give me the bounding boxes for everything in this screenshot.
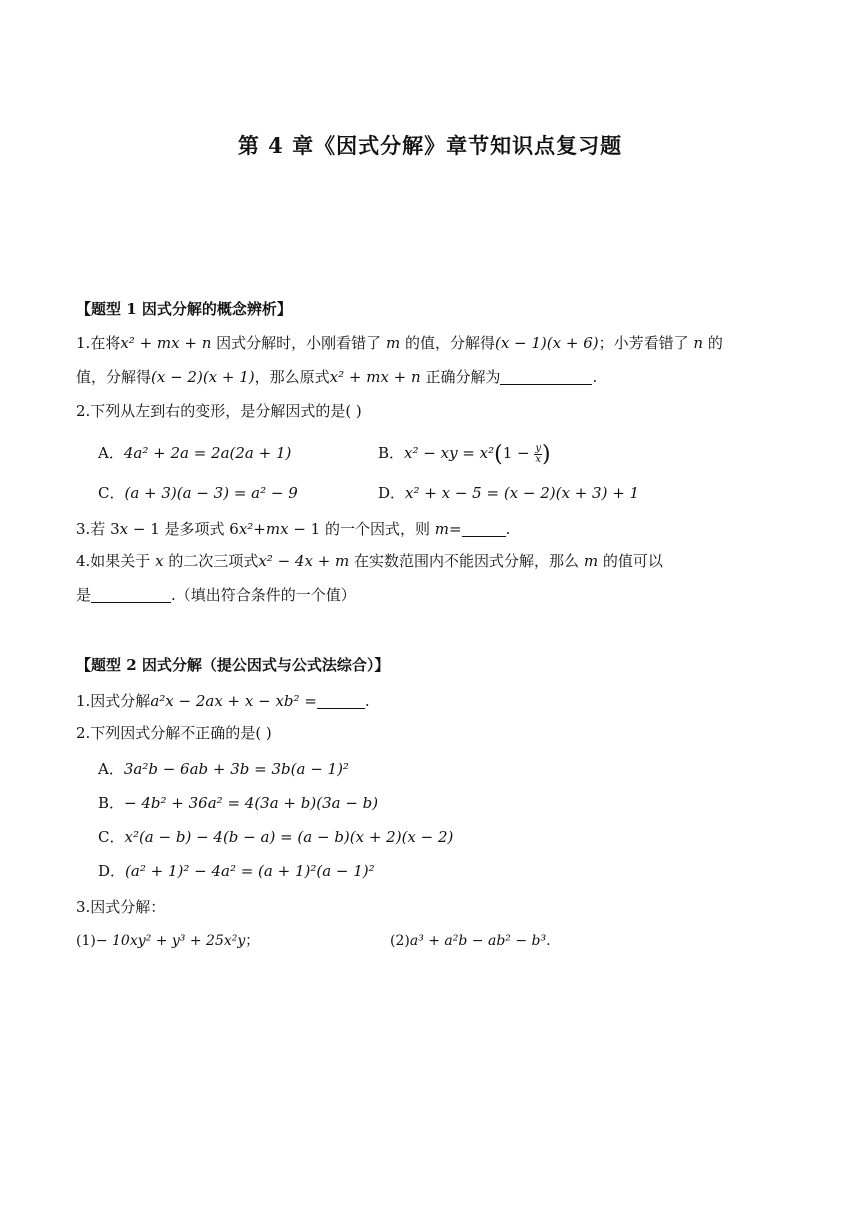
s1-q2-option-c: C．(a + 3)(a − 3) = a² − 9 bbox=[98, 484, 298, 502]
s1-q1-line2: 值，分解得(x − 2)(x + 1)，那么原式x² + mx + n 正确分解为 . bbox=[76, 368, 598, 386]
s1-q2-stem: 2.下列从左到右的变形，是分解因式的是( ) bbox=[76, 402, 362, 420]
s2-q2-option-d: D．(a² + 1)² − 4a² = (a + 1)²(a − 1)² bbox=[98, 862, 375, 880]
fraction: $\frac{y}{x}$ bbox=[535, 442, 542, 465]
s2-q1: 1.因式分解a²x − 2ax + x − xb² = . bbox=[76, 692, 370, 710]
s1-q2-option-d: D．x² + x − 5 = (x − 2)(x + 3) + 1 bbox=[378, 484, 640, 502]
answer-blank[interactable] bbox=[317, 692, 365, 709]
math-expr: (x − 1)(x + 6) bbox=[494, 334, 599, 352]
section-2-heading: 【题型 2 因式分解（提公因式与公式法综合）】 bbox=[76, 656, 390, 674]
math-expr: (x − 2)(x + 1) bbox=[151, 368, 255, 386]
s2-q2-option-a: A．3a²b − 6ab + 3b = 3b(a − 1)² bbox=[98, 760, 349, 778]
s1-q3: 3.若 3x − 1 是多项式 6x²+mx − 1 的一个因式，则 m= . bbox=[76, 520, 511, 538]
s1-q2-option-b: B．x² − xy = x²(1 − $\frac{y}{x}$ ) bbox=[378, 442, 551, 467]
page-title: 第 4 章《因式分解》章节知识点复习题 bbox=[237, 133, 623, 158]
s1-q4-line1: 4.如果关于 x 的二次三项式x² − 4x + m 在实数范围内不能因式分解，那么 m 的值可以 bbox=[76, 552, 663, 570]
s1-q2-option-a: A．4a² + 2a = 2a(2a + 1) bbox=[98, 444, 292, 462]
s2-q2-stem: 2.下列因式分解不正确的是( ) bbox=[76, 724, 272, 742]
answer-blank[interactable] bbox=[500, 368, 592, 385]
s2-q3-part-1: (1)− 10xy² + y³ + 25x²y； bbox=[76, 933, 260, 949]
s1-q1-line1: 1.在将x² + mx + n 因式分解时，小刚看错了 m 的值，分解得(x − 1)(x + 6)；小芳看错了 n 的 bbox=[76, 334, 723, 352]
answer-blank[interactable] bbox=[462, 520, 506, 537]
s2-q2-option-b: B．− 4b² + 36a² = 4(3a + b)(3a − b) bbox=[98, 794, 379, 812]
s2-q3-part-2: (2)a³ + a²b − ab² − b³. bbox=[390, 933, 551, 949]
section-1-heading: 【题型 1 因式分解的概念辨析】 bbox=[76, 300, 292, 318]
s1-q4-line2: 是 .（填出符合条件的一个值） bbox=[76, 586, 356, 604]
math-expr: x² + mx + n bbox=[329, 368, 421, 386]
s2-q2-option-c: C．x²(a − b) − 4(b − a) = (a − b)(x + 2)(x − 2) bbox=[98, 828, 454, 846]
s2-q3-stem: 3.因式分解： bbox=[76, 898, 166, 916]
math-expr: x² + mx + n bbox=[120, 334, 212, 352]
answer-blank[interactable] bbox=[91, 586, 171, 603]
